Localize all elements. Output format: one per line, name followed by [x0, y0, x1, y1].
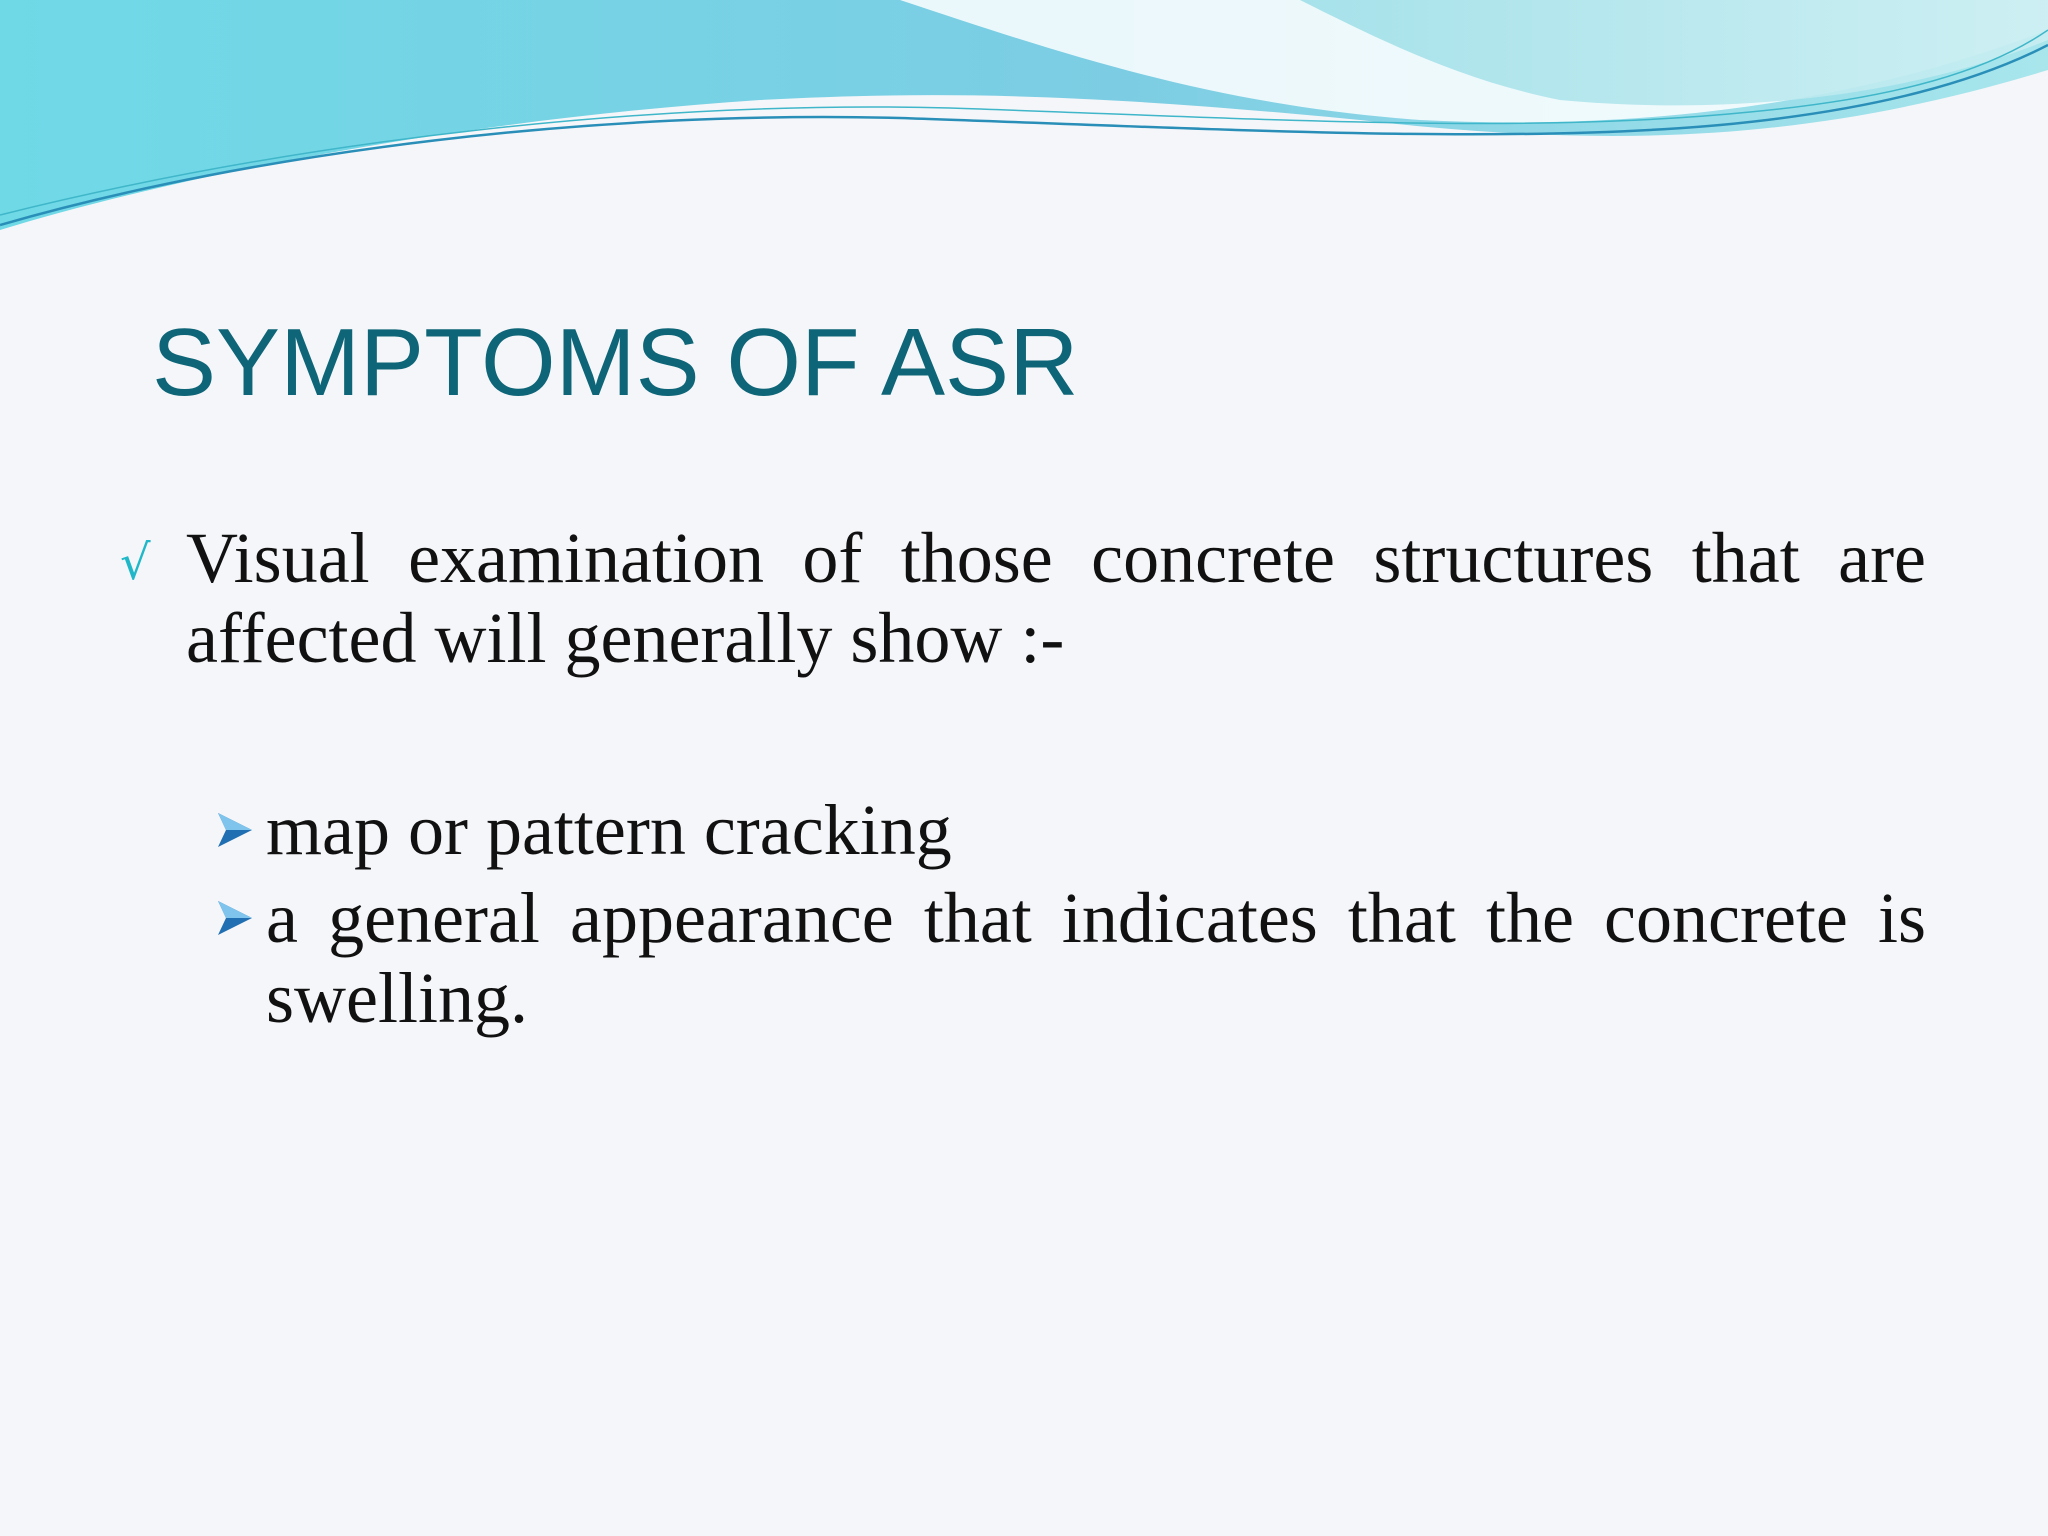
sub-bullet-text: map or pattern cracking: [266, 790, 952, 870]
arrow-bullet-icon: [214, 878, 266, 958]
check-mark-icon: √: [120, 535, 151, 591]
sub-bullet-item: [214, 878, 1926, 1038]
sub-bullet-item: [214, 790, 1926, 870]
sub-bullet-list: [214, 790, 1926, 1046]
wave-decoration: [0, 0, 2048, 240]
arrow-bullet-icon: [214, 790, 266, 870]
main-bullet-text: Visual examination of those concrete structures that are affected will generally show :-: [186, 518, 1926, 678]
slide-title: SYMPTOMS OF ASR: [152, 309, 1079, 416]
sub-bullet-text: a general appearance that indicates that the concrete is swelling.: [266, 878, 1926, 1038]
main-bullet-point: [120, 518, 1926, 678]
